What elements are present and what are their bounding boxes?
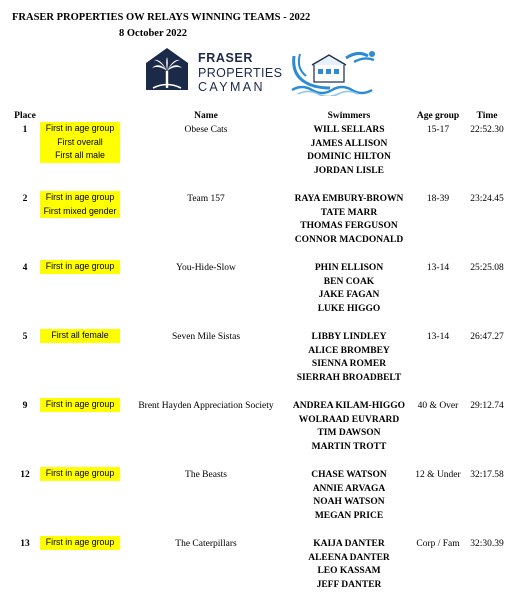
brand-line-2: PROPERTIES	[198, 65, 283, 80]
swimmer-name: SIERRAH BROADBELT	[296, 373, 402, 384]
swimmer-name: ALICE BROMBEY	[308, 345, 390, 356]
time-cell: 32:17.58	[470, 470, 504, 480]
fraser-properties-logo	[142, 44, 282, 94]
age-group-cell: 40 & Over	[417, 401, 459, 411]
swimmer-name: WOLRAAD EUVRARD	[298, 414, 400, 425]
time-cell: 32:30.39	[470, 539, 504, 549]
header-age-group: Age group	[416, 111, 460, 121]
swimmer-name: JORDAN LISLE	[314, 166, 384, 177]
place-cell: 4	[22, 263, 28, 273]
document-title: FRASER PROPERTIES OW RELAYS WINNING TEAMS - 2022	[12, 12, 311, 23]
swimmer-name: THOMAS FERGUSON	[300, 221, 398, 232]
award-badge: First overall	[40, 136, 120, 150]
brand-line-3: CAYMAN	[198, 80, 265, 94]
swimmer-name: LIBBY LINDLEY	[311, 332, 387, 342]
swimmer-name: DOMINIC HILTON	[307, 152, 391, 163]
header-place: Place	[14, 111, 36, 121]
header-swimmers: Swimmers	[327, 111, 371, 121]
place-cell: 13	[20, 539, 30, 549]
time-cell: 23:24.45	[470, 194, 504, 204]
place-cell: 2	[22, 194, 28, 204]
award-badge: First in age group	[40, 467, 120, 481]
swimmer-name: RAYA EMBURY-BROWN	[294, 194, 404, 204]
swimmer-name: CHASE WATSON	[311, 470, 387, 480]
header-name: Name	[194, 111, 218, 121]
award-badge: First in age group	[40, 191, 120, 205]
swimmer-name: MEGAN PRICE	[314, 511, 384, 522]
award-badge: First mixed gender	[40, 205, 120, 219]
time-cell: 29:12.74	[470, 401, 504, 411]
swimmer-name: KAIJA DANTER	[313, 539, 385, 549]
awards-cell	[40, 536, 120, 550]
swim-club-logo	[288, 46, 384, 96]
age-group-cell: 18-39	[426, 194, 450, 204]
time-cell: 26:47.27	[470, 332, 504, 342]
awards-cell	[40, 191, 120, 218]
swimmer-name: LEO KASSAM	[317, 566, 381, 577]
team-name-cell: The Beasts	[185, 470, 227, 480]
swimmer-name: BEN COAK	[323, 276, 375, 287]
swimmer-name: NOAH WATSON	[313, 497, 385, 508]
awards-cell	[40, 122, 120, 163]
team-name-cell: Obese Cats	[184, 125, 228, 135]
brand-line-1: FRASER	[198, 51, 253, 65]
award-badge: First in age group	[40, 536, 120, 550]
swimmer-name: ALEENA DANTER	[308, 552, 390, 563]
time-cell: 25:25.08	[470, 263, 504, 273]
document-date: 8 October 2022	[119, 28, 188, 39]
award-badge: First in age group	[40, 260, 120, 274]
age-group-cell: 15-17	[426, 125, 450, 135]
place-cell: 1	[22, 125, 28, 135]
swimmer-name: ANDREA KILAM-HIGGO	[292, 401, 406, 411]
logo-bar	[142, 44, 384, 96]
place-cell: 12	[20, 470, 30, 480]
swimmer-name: WILL SELLARS	[313, 125, 385, 135]
swimmer-name: JAMES ALLISON	[310, 138, 388, 149]
swimmer-name: SIENNA ROMER	[311, 359, 387, 370]
swimmer-name: PHIN ELLISON	[314, 263, 384, 273]
swimmer-name: TIM DAWSON	[317, 428, 381, 439]
swimmer-name: CONNOR MACDONALD	[294, 235, 404, 246]
team-name-cell: Team 157	[187, 194, 225, 204]
house-palm-icon	[144, 46, 190, 92]
age-group-cell: Corp / Fam	[416, 539, 460, 549]
team-name-cell: You-Hide-Slow	[176, 263, 236, 273]
team-name-cell: The Caterpillars	[175, 539, 237, 549]
brand-wordmark	[198, 52, 282, 94]
swimmer-name: MARTIN TROTT	[311, 442, 387, 453]
age-group-cell: 12 & Under	[415, 470, 461, 480]
age-group-cell: 13-14	[426, 263, 450, 273]
team-name-cell: Brent Hayden Appreciation Society	[138, 401, 274, 411]
place-cell: 5	[22, 332, 28, 342]
time-cell: 22:52.30	[470, 125, 504, 135]
age-group-cell: 13-14	[426, 332, 450, 342]
swimmer-name: ANNIE ARVAGA	[312, 483, 386, 494]
swimmer-name: JEFF DANTER	[316, 580, 382, 591]
header-time: Time	[476, 111, 498, 121]
team-name-cell: Seven Mile Sistas	[171, 332, 241, 342]
award-badge: First in age group	[40, 398, 120, 412]
awards-cell	[40, 329, 120, 343]
swimmer-name: LUKE HIGGO	[317, 304, 381, 315]
swimmer-name: TATE MARR	[320, 207, 378, 218]
awards-cell	[40, 260, 120, 274]
award-badge: First all male	[40, 149, 120, 163]
swimmer-name: JAKE FAGAN	[318, 290, 380, 301]
award-badge: First in age group	[40, 122, 120, 136]
place-cell: 9	[22, 401, 28, 411]
awards-cell	[40, 398, 120, 412]
awards-cell	[40, 467, 120, 481]
award-badge: First all female	[40, 329, 120, 343]
